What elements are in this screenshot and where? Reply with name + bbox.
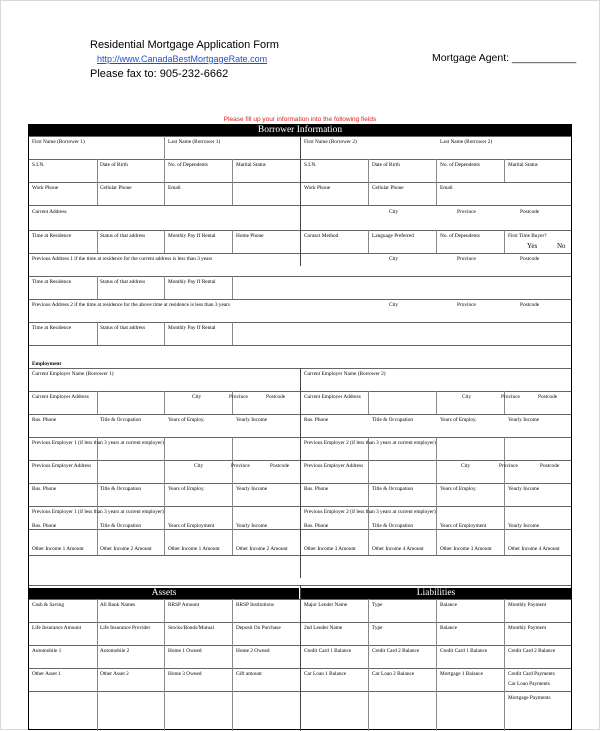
column-divider	[164, 391, 165, 414]
column-divider	[97, 276, 98, 299]
life-insurance-provider-label: Life Insurance Provider	[100, 625, 151, 631]
bus-phone-label: Bus. Phone	[32, 523, 57, 529]
language-label: Language Preferred	[372, 233, 414, 239]
column-divider	[164, 322, 165, 345]
title-occupation-label: Title & Occupation	[372, 523, 413, 529]
status-address-label: Status of that address	[100, 233, 146, 239]
column-divider	[164, 159, 165, 205]
status-address-label: Status of that address	[100, 325, 146, 331]
yearly-income-label: Yearly Income	[508, 486, 540, 492]
other-income-4-label: Other Income 4 Amount	[508, 546, 560, 552]
column-divider	[368, 599, 369, 731]
sin-1-label: S.I.N.	[32, 162, 45, 168]
city-label: City	[389, 256, 399, 262]
row-line	[29, 322, 571, 323]
work-phone-1-label: Work Phone	[32, 185, 59, 191]
credit-card-payments-label: Credit Card Payments	[508, 671, 555, 677]
employer-address-2-label: Current Employer Address	[304, 394, 361, 400]
balance-label: Balance	[440, 602, 458, 608]
other-income-1-label: Other Income 1 Amount	[168, 546, 220, 552]
type-label: Type	[372, 602, 383, 608]
deposit-label: Deposit On Purchase	[236, 625, 281, 631]
title-occupation-label: Title & Occupation	[372, 486, 413, 492]
marital-2-label: Marital Status	[508, 162, 538, 168]
balance-label: Balance	[440, 625, 458, 631]
prev-employer-2-label: Previous Employer 2 (if less than 3 years at current employer)	[304, 440, 436, 446]
credit-card-2-label: Credit Card 2 Balance	[372, 648, 420, 654]
postcode-label: Postcode	[266, 394, 286, 400]
credit-card-1-label: Credit Card 1 Balance	[440, 648, 488, 654]
second-lender-label: 2nd Lender Name	[304, 625, 343, 631]
type-label: Type	[372, 625, 383, 631]
column-divider	[504, 437, 505, 506]
dob-2-label: Date of Birth	[372, 162, 400, 168]
province-label: Province	[501, 394, 520, 400]
email-1-label: Email	[168, 185, 181, 191]
column-divider	[436, 230, 437, 253]
city-label: City	[389, 209, 399, 215]
first-name-1-label: First Name (Borrower 1)	[32, 139, 85, 145]
column-divider	[436, 159, 437, 205]
province-label: Province	[457, 302, 476, 308]
prev-address-2-label: Previous Address 2 if the time at residence for the above time at residence is less than 3 years	[32, 302, 230, 308]
email-2-label: Email	[440, 185, 453, 191]
bus-phone-label: Bus. Phone	[32, 417, 57, 423]
column-divider	[97, 391, 98, 414]
mortgage-payments-label: Mortgage Payments	[508, 695, 551, 701]
years-employment-label: Years of Employment	[440, 523, 487, 529]
automobile-1-label: Automobile 1	[32, 648, 62, 654]
city-label: City	[461, 463, 471, 469]
monthly-pay-label: Monthly Pay If Rental	[168, 279, 216, 285]
province-label: Province	[229, 394, 248, 400]
column-divider	[164, 230, 165, 253]
column-divider	[368, 391, 369, 414]
column-divider	[97, 599, 98, 731]
yearly-income-label: Yearly Income	[236, 417, 268, 423]
yearly-income-label: Yearly Income	[236, 523, 268, 529]
postcode-label: Postcode	[270, 463, 290, 469]
column-divider	[232, 230, 233, 253]
title-occupation-label: Title & Occupation	[100, 486, 141, 492]
other-income-1-label: Other Income 1 Amount	[32, 546, 84, 552]
row-line	[29, 299, 571, 300]
credit-card-1-label: Credit Card 1 Balance	[304, 648, 352, 654]
postcode-label: Postcode	[520, 302, 540, 308]
stocks-bonds-label: Stocks/Bonds/Mutual	[168, 625, 214, 631]
rrsp-amount-label: RRSP Amount	[168, 602, 200, 608]
life-insurance-amount-label: Life Insurance Amount	[32, 625, 82, 631]
status-address-label: Status of that address	[100, 279, 146, 285]
first-time-buyer-label: First Time Buyer?	[508, 233, 547, 239]
no-option[interactable]: No	[557, 242, 566, 250]
dependents-1-label: No. of Dependents	[168, 162, 208, 168]
other-income-3-label: Other Income 3 Amount	[440, 546, 492, 552]
column-divider	[368, 230, 369, 253]
dob-1-label: Date of Birth	[100, 162, 128, 168]
column-divider	[232, 599, 233, 731]
major-lender-label: Major Lender Name	[304, 602, 348, 608]
postcode-label: Postcode	[538, 394, 558, 400]
current-employer-2-label: Current Employer Name (Borrower 2)	[304, 371, 386, 377]
years-employ-label: Years of Employ.	[440, 417, 477, 423]
other-asset-1-label: Other Asset 1	[32, 671, 61, 677]
home-3-owned-label: Home 3 Owned	[168, 671, 202, 677]
postcode-label: Postcode	[540, 463, 560, 469]
gift-amount-label: Gift amount	[236, 671, 262, 677]
dependents-3-label: No. of Dependents	[440, 233, 480, 239]
years-employ-label: Years of Employ.	[168, 486, 205, 492]
column-divider	[436, 437, 437, 506]
cash-saving-label: Cash & Saving	[32, 602, 65, 608]
bus-phone-label: Bus. Phone	[304, 417, 329, 423]
mortgage-balance-label: Mortgage 1 Balance	[440, 671, 483, 677]
column-divider	[232, 322, 233, 345]
all-bank-names-label: All Bank Names	[100, 602, 136, 608]
fill-notice: Please fill up your information into the following fields	[223, 116, 377, 123]
borrower-section-header: Borrower Information	[29, 125, 571, 136]
postcode-label: Postcode	[520, 209, 540, 215]
prev-employer-address-label: Previous Employer Address	[32, 463, 92, 469]
dependents-2-label: No. of Dependents	[440, 162, 480, 168]
column-divider	[504, 506, 505, 555]
column-divider	[300, 136, 301, 266]
column-divider	[232, 437, 233, 506]
column-divider	[504, 159, 505, 182]
other-income-4-label: Other Income 4 Amount	[372, 546, 424, 552]
assets-section-header: Assets	[29, 588, 299, 599]
cell-phone-2-label: Cellular Phone	[372, 185, 404, 191]
website-link[interactable]: http://www.CanadaBestMortgageRate.com	[97, 54, 268, 64]
liabilities-section-header: Liabilities	[301, 588, 571, 599]
time-at-residence-label: Time at Residence	[32, 325, 72, 331]
contact-method-label: Contact Method	[304, 233, 339, 239]
column-divider	[97, 159, 98, 205]
column-divider	[164, 506, 165, 555]
column-divider	[504, 230, 505, 253]
monthly-pay-label: Monthly Pay If Rental	[168, 233, 216, 239]
employer-address-1-label: Current Employer Address	[32, 394, 89, 400]
home-phone-label: Home Phone	[236, 233, 264, 239]
home-2-owned-label: Home 2 Owned	[236, 648, 270, 654]
column-divider	[164, 437, 165, 506]
monthly-pay-label: Monthly Pay If Rental	[168, 325, 216, 331]
last-name-1-label: Last Name (Borrower 1)	[168, 139, 221, 145]
column-divider	[436, 506, 437, 555]
title-occupation-label: Title & Occupation	[100, 417, 141, 423]
province-label: Province	[499, 463, 518, 469]
time-at-residence-label: Time at Residence	[32, 233, 72, 239]
column-divider	[300, 368, 301, 578]
home-1-owned-label: Home 1 Owned	[168, 648, 202, 654]
car-loan-2-label: Car Loan 2 Balance	[372, 671, 415, 677]
postcode-label: Postcode	[520, 256, 540, 262]
other-income-2-label: Other Income 2 Amount	[236, 546, 288, 552]
title-occupation-label: Title & Occupation	[100, 523, 141, 529]
car-loan-payments-label: Car Loan Payments	[508, 681, 550, 687]
province-label: Province	[231, 463, 250, 469]
marital-1-label: Marital Status	[236, 162, 266, 168]
column-divider	[232, 276, 233, 299]
column-divider	[97, 437, 98, 506]
other-employer-label: Previous Employer 1 (if less than 3 years at current employer)	[32, 509, 164, 515]
column-divider	[164, 599, 165, 731]
prev-address-1-label: Previous Address 1 if the time at residence for the current address is less than 3 years	[32, 256, 213, 262]
bus-phone-label: Bus. Phone	[304, 523, 329, 529]
years-employment-label: Years of Employment	[168, 523, 215, 529]
mortgage-agent-field[interactable]: Mortgage Agent: ___________	[432, 52, 577, 64]
column-divider	[97, 322, 98, 345]
city-label: City	[192, 394, 202, 400]
yearly-income-label: Yearly Income	[236, 486, 268, 492]
other-income-3-label: Other Income 3 Amount	[304, 546, 356, 552]
years-employ-label: Years of Employ.	[168, 417, 205, 423]
first-name-2-label: First Name (Borrower 2)	[304, 139, 357, 145]
car-loan-1-label: Car Loan 1 Balance	[304, 671, 347, 677]
bus-phone-label: Bus. Phone	[32, 486, 57, 492]
prev-employer-1-label: Previous Employer 1 (if less than 3 years at current employer)	[32, 440, 164, 446]
current-address-label: Current Address	[32, 209, 67, 215]
province-label: Province	[457, 256, 476, 262]
fax-number: Please fax to: 905-232-6662	[90, 68, 229, 80]
row-line	[29, 345, 571, 346]
automobile-2-label: Automobile 2	[100, 648, 130, 654]
column-divider	[164, 136, 165, 159]
credit-card-2-label: Credit Card 2 Balance	[508, 648, 556, 654]
other-asset-2-label: Other Asset 2	[100, 671, 129, 677]
column-divider	[164, 276, 165, 299]
rrsp-institutions-label: RRSP Institutions	[236, 602, 274, 608]
employment-heading: Employment	[32, 361, 62, 367]
sin-2-label: S.I.N.	[304, 162, 317, 168]
column-divider	[368, 437, 369, 506]
city-label: City	[462, 394, 472, 400]
other-employer-label: Previous Employer 2 (if less than 3 years at current employer)	[304, 509, 436, 515]
title-occupation-label: Title & Occupation	[372, 417, 413, 423]
monthly-payment-label: Monthly Payment	[508, 625, 547, 631]
monthly-payment-label: Monthly Payment	[508, 602, 547, 608]
city-label: City	[194, 463, 204, 469]
time-at-residence-label: Time at Residence	[32, 279, 72, 285]
column-divider	[504, 599, 505, 731]
province-label: Province	[457, 209, 476, 215]
column-divider	[300, 585, 301, 731]
column-divider	[97, 230, 98, 253]
cell-phone-1-label: Cellular Phone	[100, 185, 132, 191]
column-divider	[232, 506, 233, 555]
column-divider	[368, 159, 369, 205]
column-divider	[436, 391, 437, 414]
last-name-2-label: Last Name (Borrower 2)	[440, 139, 493, 145]
current-employer-1-label: Current Employer Name (Borrower 1)	[32, 371, 114, 377]
yes-option[interactable]: Yes	[527, 242, 538, 250]
application-form	[28, 124, 572, 730]
yearly-income-label: Yearly Income	[508, 417, 540, 423]
column-divider	[232, 159, 233, 205]
column-divider	[436, 599, 437, 731]
city-label: City	[389, 302, 399, 308]
other-income-2-label: Other Income 2 Amount	[100, 546, 152, 552]
row-line	[29, 276, 571, 277]
prev-employer-address-label: Previous Employer Address	[304, 463, 364, 469]
work-phone-2-label: Work Phone	[304, 185, 331, 191]
years-employ-label: Years of Employ.	[440, 486, 477, 492]
bus-phone-label: Bus. Phone	[304, 486, 329, 492]
yearly-income-label: Yearly Income	[508, 523, 540, 529]
form-title: Residential Mortgage Application Form	[90, 39, 279, 51]
